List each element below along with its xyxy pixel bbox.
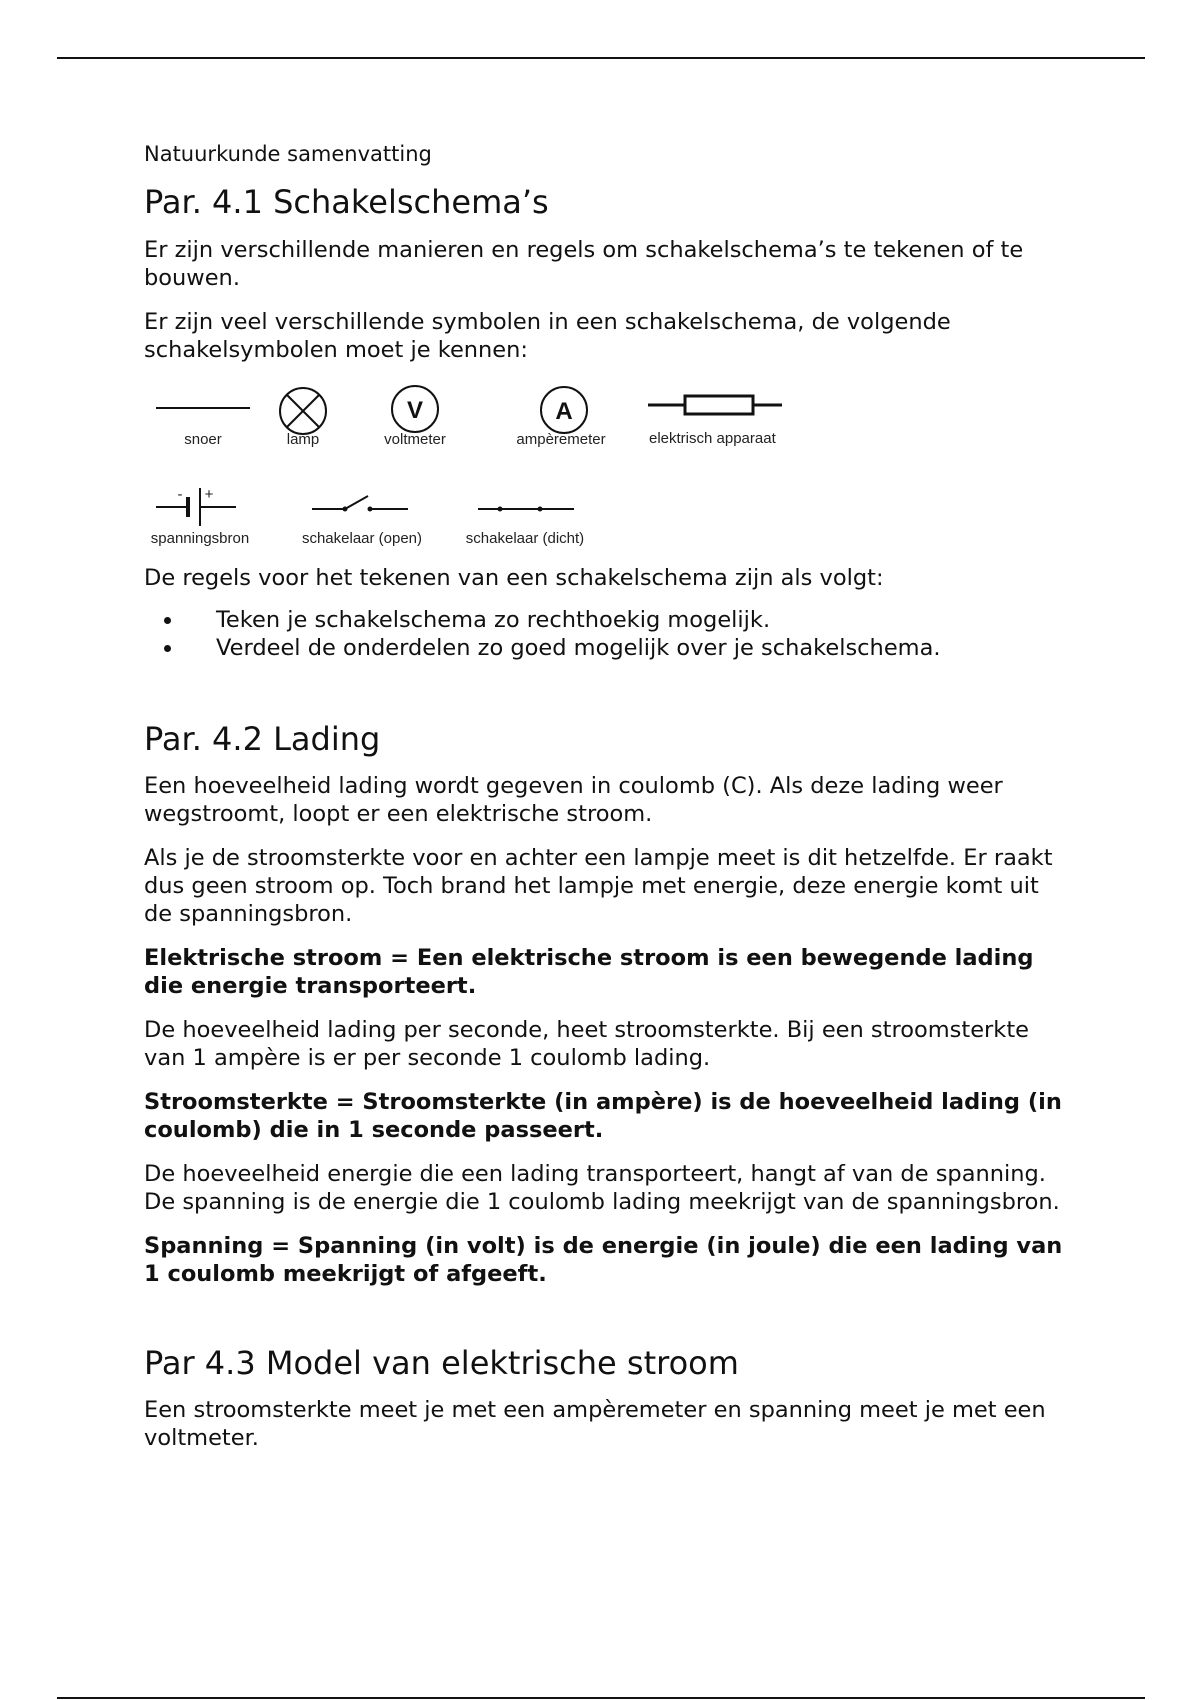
paragraph: Er zijn veel verschillende symbolen in een schakelschema, de volgende schakelsymbolen moet je kennen: [144, 308, 951, 363]
document-body [144, 142, 1074, 1468]
document-header: Natuurkunde samenvatting [144, 142, 432, 166]
definition-current-strength: Stroomsterkte = Stroomsterkte (in ampère) is de hoeveelheid lading (in coulomb) die in 1 seconde passeert. [144, 1088, 1062, 1143]
top-rule [57, 57, 1145, 59]
section-title-4-3: Par 4.3 Model van elektrische stroom [144, 1343, 739, 1382]
resistor-symbol [648, 396, 782, 414]
voltage-source-minus: - [177, 485, 183, 503]
circuit-symbols-figure [140, 378, 840, 550]
switch-open-label: schakelaar (open) [301, 529, 423, 547]
lamp-label: lamp [286, 430, 320, 448]
paragraph: Een stroomsterkte meet je met een ampèremeter en spanning meet je met een voltmeter. [144, 1397, 1046, 1452]
list-item: • Teken je schakelschema zo rechthoekig mogelijk. [184, 606, 1074, 634]
paragraph: Een hoeveelheid lading wordt gegeven in coulomb (C). Als deze lading weer wegstroomt, loopt er een elektrische stroom. [144, 772, 1003, 827]
switch-closed-label: schakelaar (dicht) [465, 529, 585, 547]
circuit-symbols-svg [140, 378, 840, 550]
voltage-source-label: spanningsbron [150, 529, 250, 547]
lamp-symbol [280, 388, 326, 434]
device-label: elektrisch apparaat [649, 429, 776, 447]
paragraph: Er zijn verschillende manieren en regels om schakelschema’s te tekenen of te bouwen. [144, 236, 1024, 291]
definition-voltage: Spanning = Spanning (in volt) is de energie (in joule) die een lading van 1 coulomb meekrijgt of afgeeft. [144, 1232, 1063, 1287]
voltmeter-letter: V [406, 396, 424, 424]
voltmeter-label: voltmeter [384, 430, 446, 448]
bottom-rule [57, 1697, 1145, 1699]
paragraph: De regels voor het tekenen van een schakelschema zijn als volgt: [144, 564, 884, 591]
section-title-4-1: Par. 4.1 Schakelschema’s [144, 183, 549, 222]
paragraph: De hoeveelheid lading per seconde, heet stroomsterkte. Bij een stroomsterkte van 1 ampère is er per seconde 1 coulomb lading. [144, 1016, 1029, 1071]
section-title-4-2: Par. 4.2 Lading [144, 719, 381, 758]
voltmeter-symbol [392, 386, 438, 432]
list-item: • Verdeel de onderdelen zo goed mogelijk over je schakelschema. [184, 634, 1074, 662]
switch-open-symbol [312, 496, 408, 512]
paragraph: Als je de stroomsterkte voor en achter een lampje meet is dit hetzelfde. Er raakt dus geen stroom op. Toch brand het lampje met energie, deze energie komt uit de spanningsbron. [144, 844, 1053, 927]
voltage-source-plus: + [204, 485, 214, 503]
ammeter-symbol [541, 387, 587, 433]
definition-electric-current: Elektrische stroom = Een elektrische stroom is een bewegende lading die energie transporteert. [144, 944, 1034, 999]
wire-label: snoer [184, 430, 222, 448]
voltage-source-symbol [156, 485, 236, 526]
paragraph: De hoeveelheid energie die een lading transporteert, hangt af van de spanning. De spanning is de energie die 1 coulomb lading meekrijgt van de spanningsbron. [144, 1160, 1060, 1215]
ammeter-label: ampèremeter [516, 430, 606, 448]
switch-closed-symbol [478, 506, 574, 511]
rules-list [144, 606, 1074, 662]
ammeter-letter: A [555, 397, 573, 425]
